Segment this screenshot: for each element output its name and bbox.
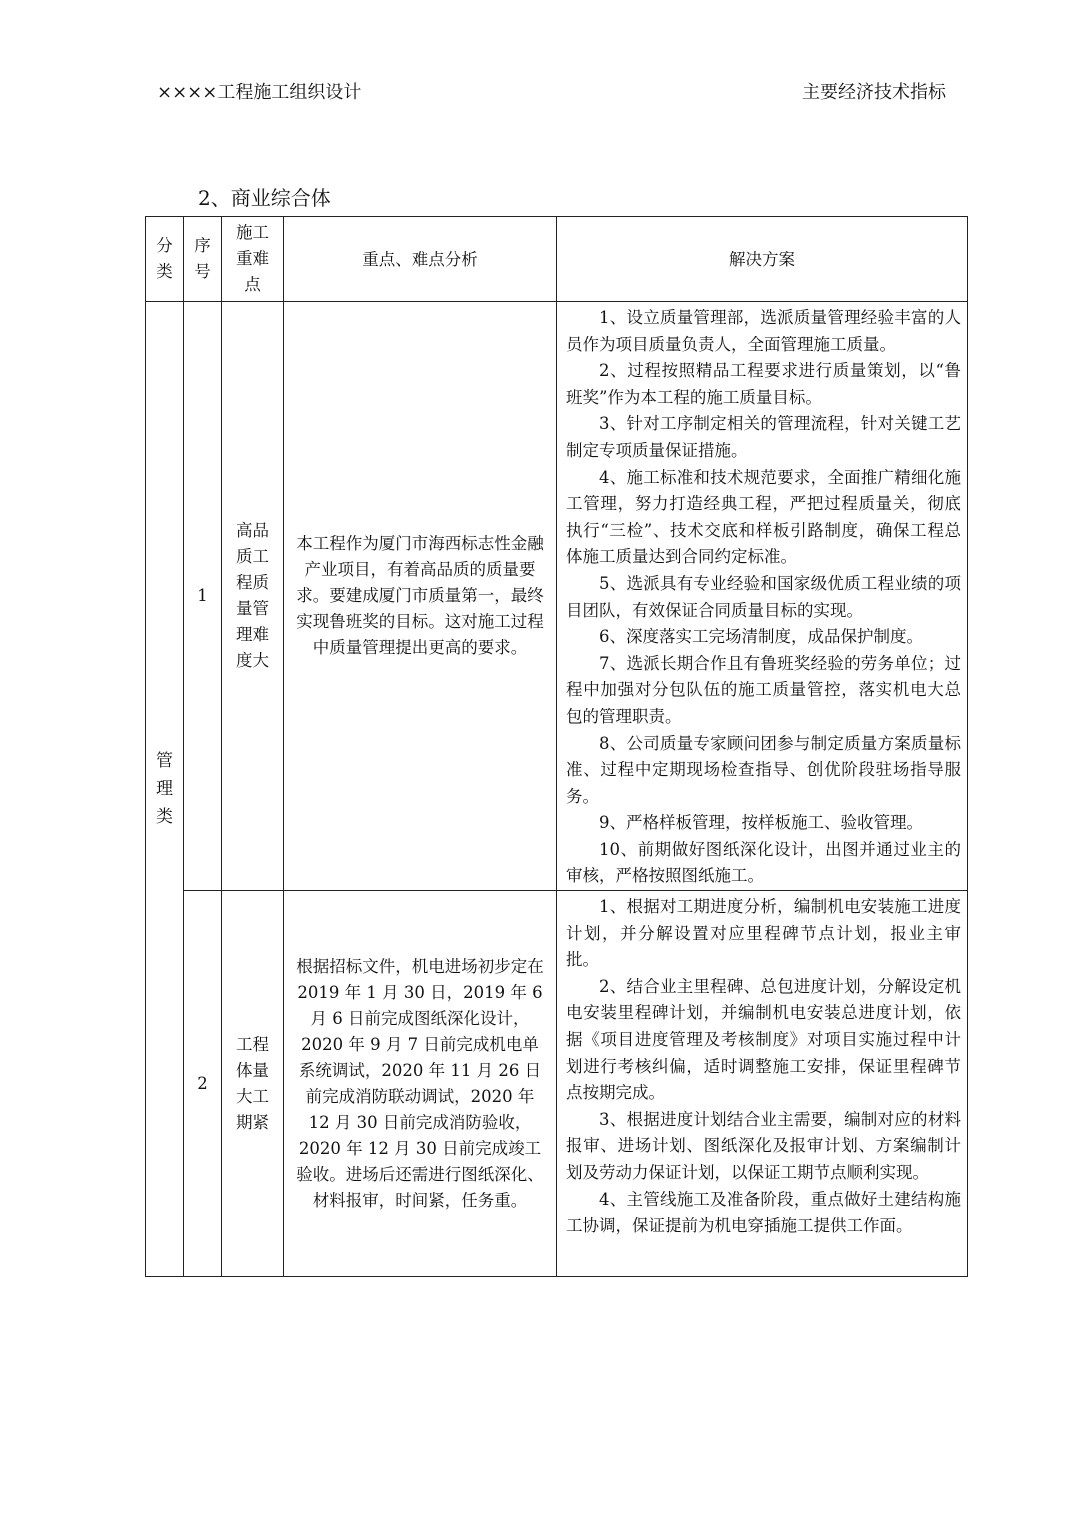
- row-difficulty: 高品质工程质量管理难度大: [222, 302, 284, 891]
- category-cell: [146, 302, 184, 1277]
- header-solution: 解决方案: [557, 217, 968, 302]
- table-row: [146, 891, 968, 1277]
- solution-item: 7、选派长期合作且有鲁班奖经验的劳务单位；过程中加强对分包队伍的施工质量管控，落实机电大总包的管理职责。: [566, 653, 961, 726]
- solution-item: 2、结合业主里程碑、总包进度计划，分解设定机电安装里程碑计划，并编制机电安装总进度计划，依据《项目进度管理及考核制度》对项目实施过程中计划进行考核纠偏，适时调整施工安排，保证里程碑节点按期完成。: [566, 976, 961, 1103]
- row-index: 1: [184, 302, 222, 891]
- solution-item: 2、过程按照精品工程要求进行质量策划，以“鲁班奖”作为本工程的施工质量目标。: [566, 361, 961, 407]
- row-analysis: 本工程作为厦门市海西标志性金融产业项目，有着高品质的质量要求。要建成厦门市质量第一，最终实现鲁班奖的目标。这对施工过程中质量管理提出更高的要求。: [284, 302, 557, 891]
- solution-item: 4、施工标准和技术规范要求，全面推广精细化施工管理，努力打造经典工程，严把过程质量关，彻底执行“三检”、技术交底和样板引路制度，确保工程总体施工质量达到合同约定标准。: [566, 467, 961, 567]
- category-label: 管理类: [156, 751, 173, 828]
- solution-item: 3、根据进度计划结合业主需要，编制对应的材料报审、进场计划、图纸深化及报审计划、方案编制计划及劳动力保证计划，以保证工期节点顺利实现。: [566, 1109, 961, 1182]
- row-solutions: [557, 302, 968, 891]
- table-header-row: [146, 217, 968, 302]
- solution-item: 3、针对工序制定相关的管理流程，针对关键工艺制定专项质量保证措施。: [566, 414, 961, 460]
- solution-item: 8、公司质量专家顾问团参与制定质量方案质量标准、过程中定期现场检查指导、创优阶段驻场指导服务。: [566, 733, 961, 806]
- solution-item: 9、严格样板管理，按样板施工、验收管理。: [599, 813, 923, 833]
- header-category: 分类: [146, 217, 184, 302]
- difficulty-table: [145, 216, 968, 1277]
- solution-item: 6、深度落实工完场清制度，成品保护制度。: [599, 627, 923, 647]
- header-left-title: ××××工程施工组织设计: [157, 82, 362, 103]
- header-analysis: 重点、难点分析: [284, 217, 557, 302]
- header-index: 序号: [184, 217, 222, 302]
- solution-item: 1、根据对工期进度分析，编制机电安装施工进度计划，并分解设置对应里程碑节点计划，报业主审批。: [566, 897, 961, 970]
- solution-item: 10、前期做好图纸深化设计，出图并通过业主的审核，严格按照图纸施工。: [566, 839, 961, 886]
- solution-item: 1、设立质量管理部，选派质量管理经验丰富的人员作为项目质量负责人，全面管理施工质量。: [566, 308, 961, 354]
- row-solutions: [557, 891, 968, 1277]
- row-index: 2: [184, 891, 222, 1277]
- section-title: 2、商业综合体: [198, 186, 331, 210]
- header-difficulty: 施工重难点: [222, 217, 284, 302]
- table-row: [146, 302, 968, 891]
- row-difficulty: 工程体量大工期紧: [222, 891, 284, 1277]
- header-right-title: 主要经济技术指标: [802, 82, 946, 103]
- row-analysis: 根据招标文件，机电进场初步定在 2019 年 1 月 30 日，2019 年 6 月 6 日前完成图纸深化设计，2020 年 9 月 7 日前完成机电单系统调试，2020 年 11 月 26 日前完成消防联动调试，2020 年 12 月 30 日前完成消防验收，2020 年 12 月 30 日前完成竣工验收。进场后还需进行图纸深化、材料报审，时间紧，任务重。: [284, 891, 557, 1277]
- solution-item: 5、选派具有专业经验和国家级优质工程业绩的项目团队，有效保证合同质量目标的实现。: [566, 573, 961, 620]
- solution-item: 4、主管线施工及准备阶段，重点做好土建结构施工协调，保证提前为机电穿插施工提供工作面。: [566, 1189, 961, 1236]
